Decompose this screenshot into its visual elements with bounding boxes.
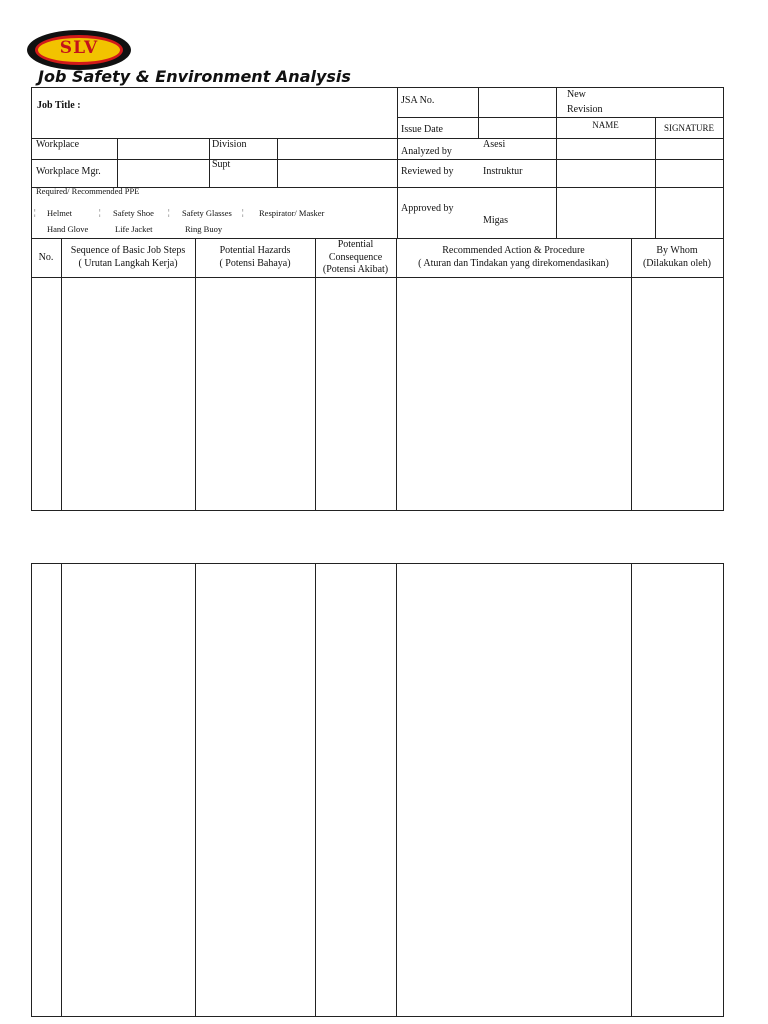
reviewed-by-label: Reviewed by [401, 166, 454, 177]
workplace-field[interactable] [118, 139, 209, 159]
workplace-mgr-label: Workplace Mgr. [36, 166, 101, 177]
name-column-header: NAME [592, 120, 619, 130]
col-header-action-line2: ( Aturan dan Tindakan yang direkomendasikan) [418, 258, 609, 269]
col-header-consequence-line2: Consequence [328, 252, 383, 263]
supt-label: Supt [212, 159, 231, 170]
signature-column-header: SIGNATURE [663, 123, 714, 133]
ppe-checkbox-safety-shoe[interactable]: ¦ [99, 207, 101, 217]
supt-field[interactable] [278, 160, 397, 187]
new-label: New [567, 89, 586, 100]
ppe-item-respirator: Respirator/ Masker [259, 208, 325, 218]
migas-label: Migas [483, 215, 508, 226]
ppe-item-life-jacket: Life Jacket [115, 224, 153, 234]
col-header-hazards-line2: ( Potensi Bahaya) [219, 258, 291, 269]
col-header-whom-line1: By Whom [656, 245, 698, 256]
ppe-checkbox-helmet[interactable]: ¦ [34, 207, 36, 217]
ppe-heading: Required/ Recommended PPE [36, 186, 140, 196]
division-label: Division [212, 139, 247, 150]
col-header-steps-line1: Sequence of Basic Job Steps [70, 245, 186, 256]
jsa-no-label: JSA No. [401, 95, 435, 106]
col-header-no: No. [38, 252, 54, 263]
continuation-table-body[interactable] [32, 564, 723, 1016]
form-title: Job Safety & Environment Analysis [38, 67, 351, 86]
col-header-action-line1: Recommended Action & Procedure [442, 245, 585, 256]
ppe-item-hand-glove: Hand Glove [47, 224, 89, 234]
ppe-item-helmet: Helmet [47, 208, 73, 218]
ppe-item-ring-buoy: Ring Buoy [185, 224, 223, 234]
col-header-consequence-line1: Potential [337, 239, 374, 250]
asesi-label: Asesi [483, 139, 506, 150]
workplace-label: Workplace [36, 139, 80, 150]
division-field[interactable] [278, 139, 397, 159]
ppe-checkbox-respirator[interactable]: ¦ [242, 207, 244, 217]
job-title-label: Job Title : [37, 100, 81, 111]
jsa-no-field[interactable] [479, 88, 556, 117]
ppe-item-safety-glasses: Safety Glasses [182, 208, 232, 218]
workplace-mgr-field[interactable] [118, 160, 209, 187]
analysis-table-body[interactable] [32, 278, 723, 510]
ppe-item-safety-shoe: Safety Shoe [113, 208, 154, 218]
instruktur-label: Instruktur [483, 166, 523, 177]
analyzed-by-label: Analyzed by [401, 146, 452, 157]
revision-label: Revision [567, 104, 603, 115]
col-header-hazards-line1: Potential Hazards [219, 245, 291, 256]
col-header-consequence-line3: (Potensi Akibat) [322, 264, 389, 275]
approved-by-label: Approved by [401, 203, 454, 214]
ppe-checkbox-safety-glasses[interactable]: ¦ [168, 207, 170, 217]
logo-text: SLV [59, 38, 99, 58]
issue-date-label: Issue Date [401, 124, 443, 135]
issue-date-field[interactable] [479, 118, 556, 138]
job-title-field[interactable] [32, 88, 397, 117]
col-header-steps-line2: ( Urutan Langkah Kerja) [78, 258, 178, 269]
col-header-whom-line2: (Dilakukan oleh) [642, 258, 712, 269]
